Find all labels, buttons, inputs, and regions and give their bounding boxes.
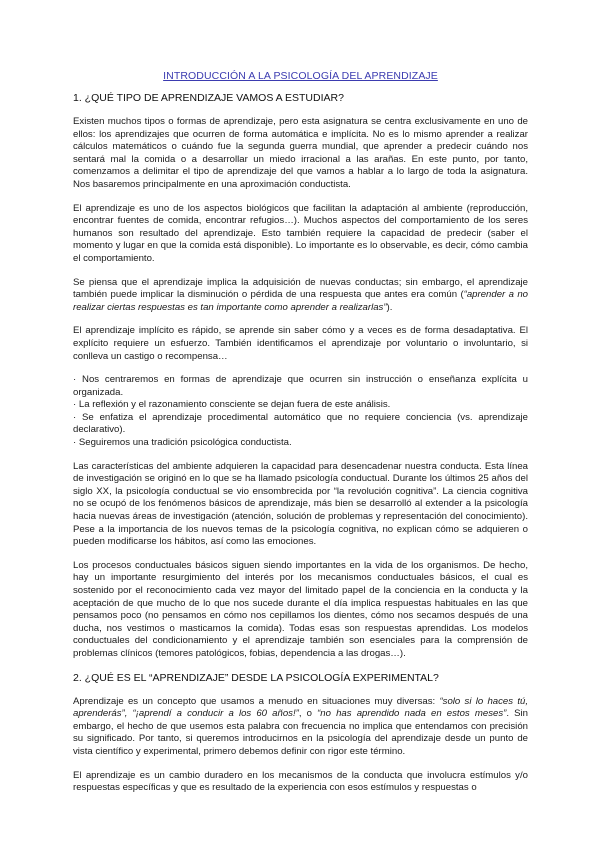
section-1-heading: 1. ¿QUÉ TIPO DE APRENDIZAJE VAMOS A ESTUDIAR? xyxy=(73,92,344,104)
paragraph-7-text-c: . Sin embargo, el hecho de que usemos esta palabra con frecuencia no implica que entendamos con precisión su significado. Por tanto, si queremos introducirnos en la psicología del aprendizaje desde un punto de vista científico y experimental, primero debemos definir con rigor este término. xyxy=(73,708,528,757)
document-title: INTRODUCCIÓN A LA PSICOLOGÍA DEL APRENDIZAJE xyxy=(163,70,438,82)
paragraph-1: Existen muchos tipos o formas de aprendizaje, pero esta asignatura se centra exclusivamente en uno de ellos: los aprendizajes que ocurren de forma automática e implícita. No es lo mismo aprender a realizar cálculos matemáticos o cuándo fue la segunda guerra mundial, que aprender a predecir cuándo nos sentará mal la comida o a desarrollar un miedo irracional a las arañas. En este punto, por tanto, comenzamos a delimitar el tipo de aprendizaje del que vamos a hablar a lo largo de toda la asignatura. Nos basaremos principalmente en una aproximación conductista. xyxy=(73,116,528,190)
paragraph-7-quote-1: “solo si lo haces tú, aprenderás”, “¡aprendí a conducir a los 60 años!” xyxy=(73,695,528,720)
paragraph-3-text-a: Se piensa que el aprendizaje implica la adquisición de nuevas conductas; sin embargo, el aprendizaje también puede implicar la disminución o pérdida de una respuesta que antes era común ( xyxy=(73,276,528,301)
document-page xyxy=(73,62,528,806)
paragraph-4: El aprendizaje implícito es rápido, se aprende sin saber cómo y a veces es de forma desadaptativa. El explícito requiere un esfuerzo. También identificamos el aprendizaje por voluntario o involuntario, si conlleva un castigo o recompensa… xyxy=(73,325,528,362)
bullet-item: · Seguiremos una tradición psicológica conductista. xyxy=(73,437,292,449)
paragraph-6: Los procesos conductuales básicos siguen siendo importantes en la vida de los organismos. De hecho, hay un importante resurgimiento del interés por los mecanismos conductuales básicos, el cual es sostenido por el reconocimiento cada vez mayor del limitado papel de la conciencia en la conducta y la aceptación de que mucho de lo que nos sucede durante el día implica respuestas habituales en las que pensamos poco (no pensamos en cómo nos cepillamos los dientes, cómo nos secamos después de una ducha, nos vestimos o masticamos la comida). Todas esas son respuestas aprendidas. Los modelos conductuales del condicionamiento y el aprendizaje también son esenciales para la comprensión de problemas clínicos (temores patológicos, fobias, dependencia a las drogas…). xyxy=(73,559,528,659)
paragraph-2: El aprendizaje es uno de los aspectos biológicos que facilitan la adaptación al ambiente (reproducción, encontrar fuentes de comida, encontrar refugios…). Muchos aspectos del comportamiento de los seres humanos son resultado del aprendizaje. Esto también requiere la capacidad de predecir (saber el momento y lugar en que la comida está disponible). Lo importante es lo observable, es decir, cómo cambia el comportamiento. xyxy=(73,202,528,264)
bullet-item: · Nos centraremos en formas de aprendizaje que ocurren sin instrucción o enseñanza explícita u organizada. xyxy=(73,374,528,398)
paragraph-3-quote: “aprender a no realizar ciertas respuestas es tan importante como aprender a realizarlas” xyxy=(73,289,529,313)
bullet-item: · Se enfatiza el aprendizaje procedimental automático que no requiere conciencia (vs. aprendizaje declarativo). xyxy=(73,411,528,436)
paragraph-8: El aprendizaje es un cambio duradero en los mecanismos de la conducta que involucra estímulos y/o respuestas específicas y que es resultado de la experiencia con esos estímulos y respuestas o xyxy=(73,769,528,794)
paragraph-7 xyxy=(73,696,528,759)
paragraph-3 xyxy=(73,277,528,315)
paragraph-3-text-b: ). xyxy=(386,301,393,313)
paragraph-5: Las características del ambiente adquieren la capacidad para desencadenar nuestra conducta. Esta línea de investigación se originó en lo que se ha llamado psicología conductual. Durante los últimos 25 años del siglo XX, la psicología conductual se vio ensombrecida por “la revolución cognitiva”. La ciencia cognitiva no se ocupó de los fenómenos básicos de aprendizaje, más bien se desarrolló al extender a la psicología hacia nuevas áreas de investigación (atención, solución de problemas y representación del conocimiento). Pese a la importancia de los nuevos temas de la psicología cognitiva, no explican cómo se adquieren o pueden modificarse los hábitos, así como las emociones. xyxy=(73,460,528,548)
bullet-list xyxy=(73,374,528,450)
bullet-item: · La reflexión y el razonamiento consciente se dejan fuera de este análisis. xyxy=(73,399,391,411)
paragraph-7-text-a: Aprendizaje es un concepto que usamos a menudo en situaciones muy diversas: xyxy=(73,695,440,707)
paragraph-7-quote-2: “no has aprendido nada en estos meses” xyxy=(317,708,507,720)
section-2-heading: 2. ¿QUÉ ES EL “APRENDIZAJE” DESDE LA PSICOLOGÍA EXPERIMENTAL? xyxy=(73,671,439,684)
paragraph-7-text-b: , o xyxy=(298,708,318,720)
